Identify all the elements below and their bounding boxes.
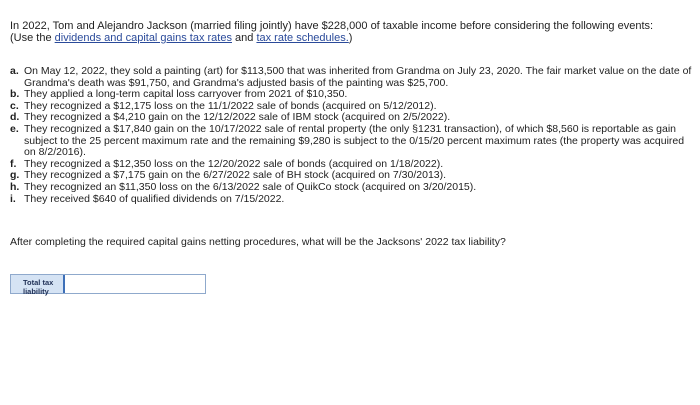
intro-instructions (10, 32, 690, 44)
event-letter: b. (10, 88, 20, 101)
event-text: They recognized a $17,840 gain on the 10/17/2022 sale of rental property (the only §1231 transaction), of which $8,560 is reportable as gain subject to the 25 percent maximum rate and the remaining $9,280 is subject to the 0/15/20 percent maximum rates (the property was acquired on 8/2/2016). (24, 122, 685, 159)
event-item (10, 182, 695, 194)
event-letter: h. (10, 180, 20, 193)
dividends-capital-gains-rates-link[interactable]: dividends and capital gains tax rates (54, 32, 232, 44)
total-tax-liability-label: Total tax liability (11, 275, 63, 293)
event-list (10, 66, 695, 205)
event-letter: f. (10, 157, 17, 170)
answer-row (10, 274, 206, 294)
event-letter: c. (10, 99, 19, 112)
event-item (10, 66, 695, 89)
event-text: They recognized a $12,175 loss on the 11/1/2022 sale of bonds (acquired on 5/12/2012). (24, 99, 437, 112)
event-letter: e. (10, 122, 19, 135)
question-text: After completing the required capital gains netting procedures, what will be the Jacksons' 2022 tax liability? (10, 236, 506, 248)
total-tax-liability-input[interactable] (63, 275, 205, 293)
event-text: They recognized a $12,350 loss on the 12/20/2022 sale of bonds (acquired on 1/18/2022). (24, 157, 444, 170)
event-text: They applied a long-term capital loss carryover from 2021 of $10,350. (24, 88, 348, 101)
instructions-suffix: ) (348, 32, 353, 44)
instructions-prefix: (Use the (10, 32, 55, 44)
event-text: They recognized an $11,350 loss on the 6/13/2022 sale of QuikCo stock (acquired on 3/20/2015). (24, 180, 477, 193)
event-letter: d. (10, 111, 20, 124)
event-letter: a. (10, 65, 19, 77)
instructions-mid: and (231, 32, 257, 44)
event-item (10, 194, 695, 206)
event-text: They recognized a $4,210 gain on the 12/12/2022 sale of IBM stock (acquired on 2/5/2022). (24, 111, 451, 124)
event-letter: g. (10, 169, 20, 182)
event-letter: i. (10, 192, 16, 205)
event-text: They recognized a $7,175 gain on the 6/27/2022 sale of BH stock (acquired on 7/30/2013). (24, 169, 447, 182)
event-text: On May 12, 2022, they sold a painting (art) for $113,500 that was inherited from Grandma on July 23, 2020. The fair market value on the date of Grandma's death was $91,750, and Grandma's adjusted basis of the painting was $25,700. (24, 65, 692, 89)
intro-line: In 2022, Tom and Alejandro Jackson (married filing jointly) have $228,000 of taxable income before considering the following events: (10, 20, 654, 32)
event-text: They received $640 of qualified dividends on 7/15/2022. (24, 192, 285, 205)
event-item (10, 124, 695, 159)
problem-intro (10, 20, 690, 44)
tax-rate-schedules-link[interactable]: tax rate schedules. (256, 32, 349, 44)
